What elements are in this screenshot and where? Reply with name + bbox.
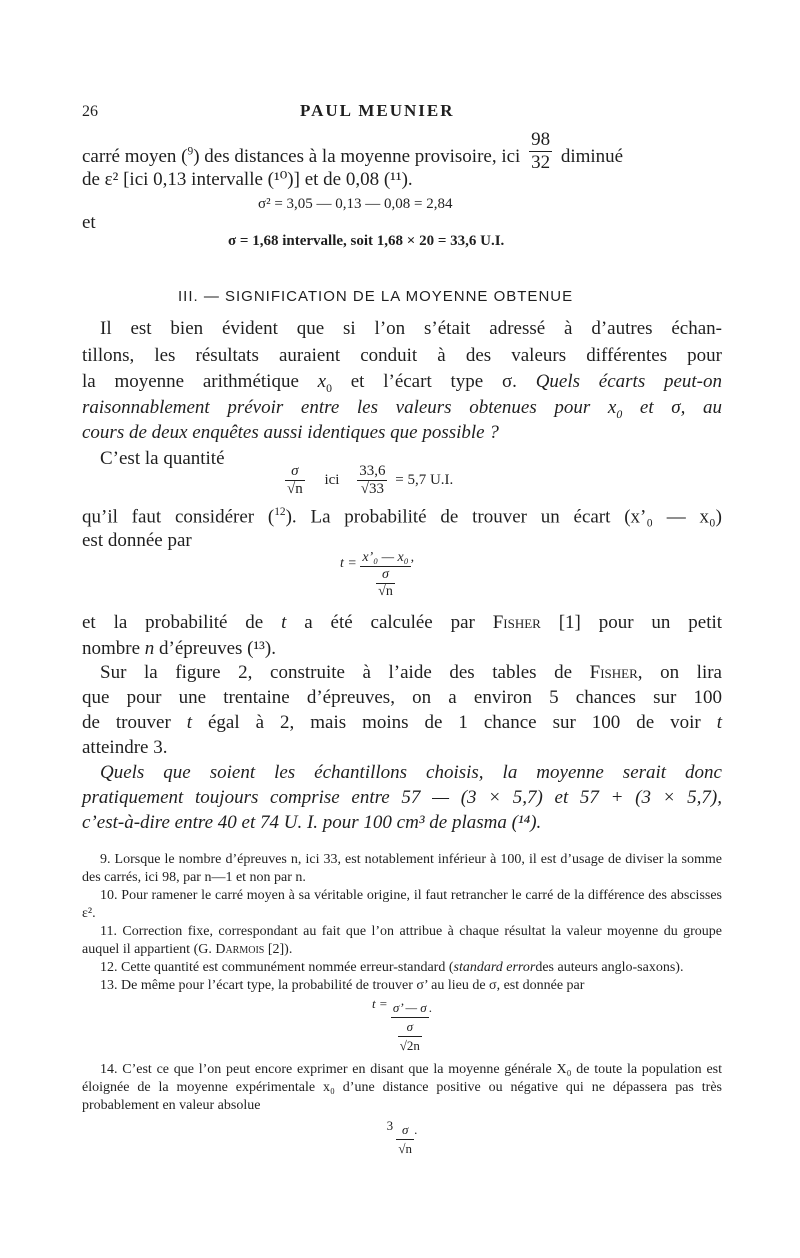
footnote-10: 10. Pour ramener le carré moyen à sa véritable origine, il faut retrancher le carré de la différence des abscisses ε². xyxy=(82,888,722,921)
text-line: de ε² [ici 0,13 intervalle (¹⁰)] et de 0,08 (¹¹). xyxy=(82,169,413,190)
footnote-14-formula: 3 $\frac{\sigma}{√n}$ . xyxy=(386,1118,418,1156)
text-line: Sur la figure 2, construite à l’aide des tables de Fisher, on lira xyxy=(100,662,722,683)
equation: σ = 1,68 intervalle, soit 1,68 × 20 = 33,6 U.I. xyxy=(228,233,505,249)
text-line: nombre n d’épreuves (¹³). xyxy=(82,638,276,659)
footnote-13: 13. De même pour l’écart type, la probabilité de trouver σ’ au lieu de σ, est donnée par xyxy=(100,978,585,993)
footnotes xyxy=(82,851,722,1158)
footnote-12: 12. Cette quantité est communément nommée erreur-standard (standard errordes auteurs anglo-saxons). xyxy=(100,960,684,975)
text-line: qu’il faut considérer ($^{12}$). La probabilité de trouver un écart (x’₀ — x₀) xyxy=(82,506,722,528)
section-title: III. — SIGNIFICATION DE LA MOYENNE OBTENUE xyxy=(178,288,574,305)
text-line: atteindre 3. xyxy=(82,737,168,758)
text-line: de trouver t égal à 2, mais moins de 1 chance sur 100 de voir t xyxy=(82,712,722,733)
text-line: C’est la quantité xyxy=(100,448,225,469)
text-line: pratiquement toujours comprise entre 57 — (3 × 5,7) et 57 + (3 × 5,7), xyxy=(82,787,722,808)
text-line: et la probabilité de t a été calculée par Fisher [1] pour un petit xyxy=(82,612,723,633)
text-line: la moyenne arithmétique $x_0$ et l’écart type σ. Quels écarts peut-on xyxy=(82,371,723,395)
text-line: tillons, les résultats auraient conduit à des valeurs différentes pour xyxy=(82,345,722,366)
footnote-11: 11. Correction fixe, correspondant au fait que l’on attribue à chaque résultat la valeur moyenne du groupe auquel il appartient (G. Darmois [2]). xyxy=(82,924,722,957)
equation: σ² = 3,05 — 0,13 — 0,08 = 2,84 xyxy=(258,196,453,212)
text-line: raisonnablement prévoir entre les valeurs obtenues pour $x_0$ et σ, au xyxy=(82,397,722,421)
running-title: PAUL MEUNIER xyxy=(300,101,455,120)
footnote-14: 14. C’est ce que l’on peut encore exprimer en disant que la moyenne générale X₀ de toute la population est éloignée de la moyenne expérimentale x₀ d’une distance positive ou négative qui ne dépassera pas très probablement en valeur absolue xyxy=(82,1062,722,1113)
page-number: 26 xyxy=(82,103,98,120)
formula-standard-error: $\frac{\sigma}{√n}$ ici $\frac{33,6}{√33}$ = 5,7 U.I. xyxy=(287,463,454,497)
text-line: et xyxy=(82,212,96,233)
text-line: Il est bien évident que si l’on s’était adressé à d’autres échan- xyxy=(100,318,722,339)
text-line: carré moyen ($^9$) des distances à la moyenne provisoire, ici $\frac{98}{32}$ diminué xyxy=(82,129,624,173)
footnote-9: 9. Lorsque le nombre d’épreuves n, ici 33, est notablement inférieur à 100, il est d’usage de diviser la somme des carrés, ici 98, par n—1 et non par n. xyxy=(82,852,722,885)
text-line: c’est-à-dire entre 40 et 74 U. I. pour 100 cm³ de plasma (¹⁴). xyxy=(82,812,542,833)
formula-t: t = $\frac{\text{x’₀ — x₀}}{\frac{\sigma}{√n}}$ , xyxy=(340,550,415,599)
text-line: que pour une trentaine d’épreuves, on a environ 5 chances sur 100 xyxy=(82,687,722,708)
text-line: cours de deux enquêtes aussi identiques que possible ? xyxy=(82,422,499,443)
fraction: $\frac{98}{32}$ xyxy=(531,129,551,173)
footnote-13-formula: t = $\frac{\sigma’ — \sigma}{\frac{\sigma}{√2n}}$ . xyxy=(372,996,432,1053)
text-line: est donnée par xyxy=(82,530,192,551)
text-line: Quels que soient les échantillons choisis, la moyenne serait donc xyxy=(100,762,722,783)
